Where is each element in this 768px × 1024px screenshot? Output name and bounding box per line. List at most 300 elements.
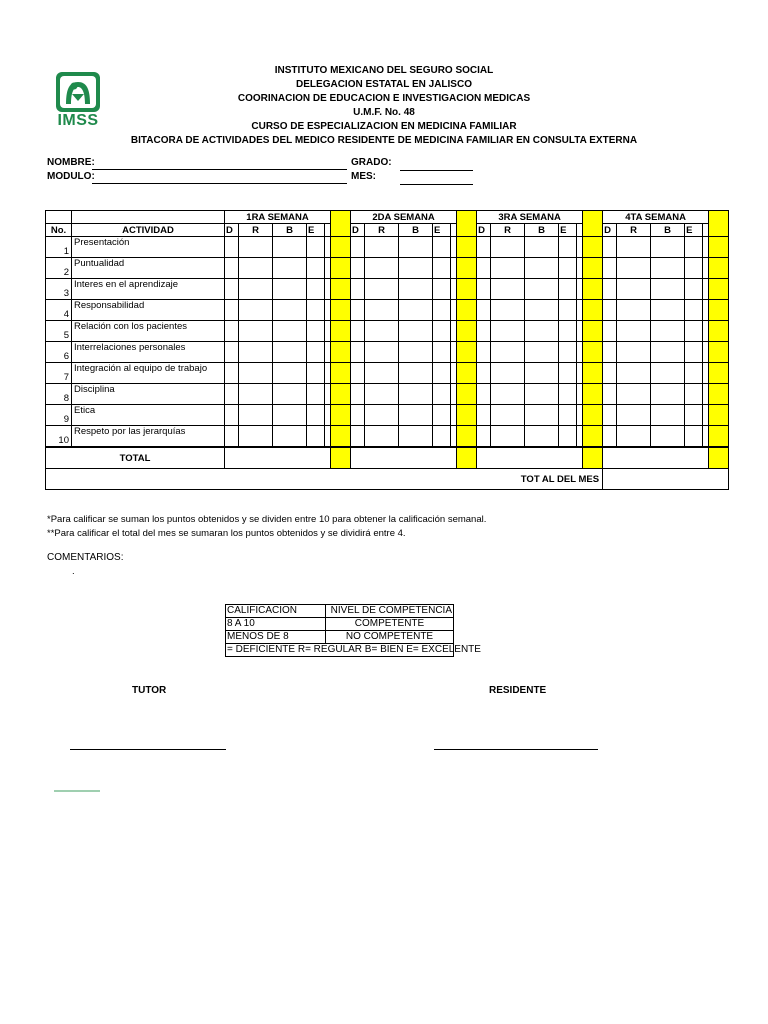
activity-label: Interes en el aprendizaje [72,279,225,300]
week-total-score[interactable] [709,447,729,469]
grade-cell[interactable] [477,426,491,448]
grade-cell[interactable] [365,300,399,321]
grade-cell[interactable] [685,426,703,448]
grade-cell[interactable] [433,384,451,405]
grado-field[interactable] [400,170,473,171]
grade-cell[interactable] [399,426,433,448]
week-header-row [46,211,729,224]
total-mes-value[interactable] [603,469,729,490]
grade-cell[interactable] [525,321,559,342]
note-monthly: **Para calificar el total del mes se sumaran los puntos obtenidos y se dividirá entre 4. [47,528,406,539]
grade-cell[interactable] [351,405,365,426]
grade-cell[interactable] [603,300,617,321]
grade-cell[interactable] [365,342,399,363]
grade-cell[interactable] [685,279,703,300]
grade-cell[interactable] [559,300,577,321]
week-score-cell[interactable] [331,321,351,342]
decorative-green-mark [54,790,100,792]
week-score-cell[interactable] [583,384,603,405]
grade-cell[interactable] [491,321,525,342]
grade-cell[interactable] [603,363,617,384]
grade-cell[interactable] [477,258,491,279]
table-row [46,300,729,321]
grade-cell[interactable] [307,237,325,258]
activity-label: Responsabilidad [72,300,225,321]
grade-cell[interactable] [225,363,239,384]
grade-cell[interactable] [351,363,365,384]
week-header: 1RA SEMANA [225,211,331,224]
grade-cell[interactable] [307,258,325,279]
grade-header-b: B [525,224,559,237]
header-line: DELEGACION ESTATAL EN JALISCO [296,79,472,90]
comentarios-dot: . [72,566,75,577]
week-total-cell[interactable] [225,447,331,469]
grade-header-b: B [651,224,685,237]
grade-cell[interactable] [433,405,451,426]
grade-cell[interactable] [603,342,617,363]
table-row [46,237,729,258]
grade-cell[interactable] [225,405,239,426]
week-score-cell[interactable] [331,279,351,300]
corner-cell [72,211,225,224]
grade-cell[interactable] [307,426,325,448]
grade-cell[interactable] [351,279,365,300]
grade-cell[interactable] [685,258,703,279]
comentarios-label: COMENTARIOS: [47,552,124,563]
grade-cell[interactable] [399,300,433,321]
nombre-field[interactable] [92,169,347,170]
week-score-cell[interactable] [331,300,351,321]
week-score-cell[interactable] [331,258,351,279]
week-score-cell[interactable] [457,258,477,279]
grade-cell[interactable] [399,237,433,258]
week-score-cell[interactable] [457,342,477,363]
grade-cell[interactable] [307,384,325,405]
grade-cell[interactable] [433,300,451,321]
grade-cell[interactable] [307,363,325,384]
grade-cell[interactable] [307,405,325,426]
grade-cell[interactable] [617,426,651,448]
grade-header-spacer [577,224,583,237]
grade-cell[interactable] [365,321,399,342]
activity-label: Etica [72,405,225,426]
grade-cell[interactable] [225,384,239,405]
activity-label: Interrelaciones personales [72,342,225,363]
grade-cell[interactable] [559,237,577,258]
competence-level: NO COMPETENTE [326,631,454,644]
grade-cell[interactable] [239,405,273,426]
grade-cell[interactable] [365,279,399,300]
grade-cell[interactable] [651,363,685,384]
grade-cell[interactable] [307,279,325,300]
grade-cell[interactable] [239,300,273,321]
week-score-cell[interactable] [709,279,729,300]
header-line: COORINACION DE EDUCACION E INVESTIGACION MEDICAS [237,93,531,104]
activity-number: 7 [46,363,72,384]
activity-number: 3 [46,279,72,300]
activity-label: Disciplina [72,384,225,405]
grade-cell[interactable] [525,384,559,405]
activity-number: 4 [46,300,72,321]
competence-range: 8 A 10 [226,618,326,631]
activity-number: 5 [46,321,72,342]
residente-signature-line[interactable] [434,749,598,750]
week-score-cell[interactable] [457,426,477,448]
week-score-cell[interactable] [583,363,603,384]
grade-header-row [46,224,729,237]
grade-cell[interactable] [491,384,525,405]
week-total-header [709,211,729,237]
grade-cell[interactable] [433,258,451,279]
table-row [46,342,729,363]
actividad-header: ACTIVIDAD [72,224,225,237]
grade-cell[interactable] [651,384,685,405]
grade-cell[interactable] [651,342,685,363]
grade-cell[interactable] [617,321,651,342]
week-score-cell[interactable] [583,426,603,448]
grade-header-d: D [477,224,491,237]
grade-cell[interactable] [399,405,433,426]
activity-number: 1 [46,237,72,258]
grade-cell[interactable] [399,363,433,384]
activity-label: Presentación [72,237,225,258]
document-header [0,64,768,148]
week-total-cell[interactable] [603,447,709,469]
week-score-cell[interactable] [457,321,477,342]
grade-header-d: D [603,224,617,237]
grade-cell[interactable] [559,426,577,448]
table-row [46,426,729,448]
table-row [46,258,729,279]
grade-cell[interactable] [603,237,617,258]
grade-cell[interactable] [685,321,703,342]
grade-cell[interactable] [491,363,525,384]
grade-cell[interactable] [559,342,577,363]
grade-cell[interactable] [525,258,559,279]
grade-cell[interactable] [399,342,433,363]
grade-cell[interactable] [491,300,525,321]
grade-cell[interactable] [273,300,307,321]
grade-cell[interactable] [307,342,325,363]
week-score-cell[interactable] [457,384,477,405]
grade-cell[interactable] [307,321,325,342]
mes-field[interactable] [400,184,473,185]
week-header: 3RA SEMANA [477,211,583,224]
grade-cell[interactable] [433,363,451,384]
grade-cell[interactable] [525,279,559,300]
week-score-cell[interactable] [709,321,729,342]
grade-cell[interactable] [273,279,307,300]
grade-cell[interactable] [525,237,559,258]
grade-cell[interactable] [525,363,559,384]
imss-logo [50,70,106,136]
grade-cell[interactable] [399,321,433,342]
grade-cell[interactable] [433,279,451,300]
total-label: TOTAL [46,447,225,469]
week-score-cell[interactable] [331,363,351,384]
grade-cell[interactable] [559,321,577,342]
activity-label: Respeto por las jerarquías [72,426,225,448]
grade-cell[interactable] [685,363,703,384]
week-score-cell[interactable] [583,258,603,279]
grade-cell[interactable] [351,384,365,405]
competence-range: MENOS DE 8 [226,631,326,644]
grade-cell[interactable] [239,342,273,363]
grade-header-r: R [365,224,399,237]
grade-header-spacer [703,224,709,237]
grade-cell[interactable] [351,426,365,448]
activity-number: 8 [46,384,72,405]
table-row [46,405,729,426]
activity-number: 10 [46,426,72,448]
grade-cell[interactable] [617,342,651,363]
week-score-cell[interactable] [709,300,729,321]
grade-cell[interactable] [239,321,273,342]
grade-header-r: R [239,224,273,237]
grade-cell[interactable] [651,405,685,426]
grade-header-d: D [225,224,239,237]
grade-cell[interactable] [491,426,525,448]
week-total-score[interactable] [583,447,603,469]
week-score-cell[interactable] [457,279,477,300]
grade-cell[interactable] [433,321,451,342]
grade-cell[interactable] [399,384,433,405]
grade-header-b: B [273,224,307,237]
note-weekly: *Para calificar se suman los puntos obtenidos y se dividen entre 10 para obtener la calificación semanal. [47,514,487,525]
grade-header-spacer [325,224,331,237]
grade-cell[interactable] [603,426,617,448]
grade-cell[interactable] [273,363,307,384]
grade-cell[interactable] [433,342,451,363]
grade-cell[interactable] [617,363,651,384]
table-row [46,279,729,300]
week-score-cell[interactable] [331,342,351,363]
grade-cell[interactable] [225,300,239,321]
week-score-cell[interactable] [331,384,351,405]
week-score-cell[interactable] [331,405,351,426]
grade-cell[interactable] [491,258,525,279]
grade-cell[interactable] [273,342,307,363]
grade-cell[interactable] [651,300,685,321]
grade-cell[interactable] [273,405,307,426]
grade-header-spacer [451,224,457,237]
grade-cell[interactable] [239,363,273,384]
grade-cell[interactable] [525,300,559,321]
grade-header-r: R [617,224,651,237]
grade-cell[interactable] [365,237,399,258]
grade-cell[interactable] [273,258,307,279]
grade-cell[interactable] [239,384,273,405]
logo-text: IMSS [57,112,99,129]
grade-header-r: R [491,224,525,237]
grade-cell[interactable] [651,426,685,448]
grade-legend: = DEFICIENTE R= REGULAR B= BIEN E= EXCELENTE [227,644,481,655]
grade-cell[interactable] [477,363,491,384]
grade-header-e: E [685,224,703,237]
week-total-cell[interactable] [351,447,457,469]
grade-cell[interactable] [685,237,703,258]
grade-cell[interactable] [559,384,577,405]
grade-cell[interactable] [365,426,399,448]
header-line: U.M.F. No. 48 [353,107,415,118]
grade-cell[interactable] [603,279,617,300]
grade-cell[interactable] [273,321,307,342]
grade-cell[interactable] [603,405,617,426]
grade-header-e: E [307,224,325,237]
grade-cell[interactable] [559,363,577,384]
week-score-cell[interactable] [583,279,603,300]
grade-cell[interactable] [477,384,491,405]
week-total-cell[interactable] [477,447,583,469]
header-line: INSTITUTO MEXICANO DEL SEGURO SOCIAL [274,65,494,76]
grade-cell[interactable] [685,342,703,363]
grade-cell[interactable] [491,279,525,300]
header-line: BITACORA DE ACTIVIDADES DEL MEDICO RESIDENTE DE MEDICINA FAMILIAR EN CONSULTA EXTERNA [130,135,638,146]
grade-cell[interactable] [491,237,525,258]
grade-cell[interactable] [603,384,617,405]
grade-cell[interactable] [477,405,491,426]
grade-cell[interactable] [225,426,239,448]
grade-cell[interactable] [651,321,685,342]
grade-header-e: E [559,224,577,237]
grade-cell[interactable] [617,237,651,258]
week-score-cell[interactable] [709,405,729,426]
grade-cell[interactable] [273,384,307,405]
grade-cell[interactable] [351,321,365,342]
grade-cell[interactable] [225,279,239,300]
week-score-cell[interactable] [583,405,603,426]
week-total-score[interactable] [331,447,351,469]
week-score-cell[interactable] [583,342,603,363]
grade-cell[interactable] [351,342,365,363]
week-score-cell[interactable] [709,384,729,405]
grade-cell[interactable] [351,237,365,258]
week-total-header [457,211,477,237]
competence-header-row [226,605,454,618]
residente-label: RESIDENTE [489,685,547,696]
competence-row [226,618,454,631]
tutor-signature-line[interactable] [70,749,226,750]
week-score-cell[interactable] [457,300,477,321]
week-score-cell[interactable] [583,321,603,342]
grade-cell[interactable] [477,321,491,342]
corner-cell [46,211,72,224]
week-header: 4TA SEMANA [603,211,709,224]
week-score-cell[interactable] [331,237,351,258]
week-score-cell[interactable] [331,426,351,448]
modulo-field[interactable] [92,183,347,184]
week-score-cell[interactable] [709,342,729,363]
activities-table [45,210,729,490]
grade-cell[interactable] [225,237,239,258]
grade-cell[interactable] [651,237,685,258]
grade-cell[interactable] [399,258,433,279]
table-row [46,384,729,405]
grade-cell[interactable] [351,258,365,279]
mes-label: MES: [351,171,376,182]
grade-cell[interactable] [617,405,651,426]
grade-cell[interactable] [239,426,273,448]
grade-cell[interactable] [559,279,577,300]
week-total-score[interactable] [457,447,477,469]
grade-cell[interactable] [651,258,685,279]
grade-cell[interactable] [685,405,703,426]
activity-number: 6 [46,342,72,363]
week-score-cell[interactable] [709,258,729,279]
week-score-cell[interactable] [709,426,729,448]
week-total-header [331,211,351,237]
grade-cell[interactable] [365,384,399,405]
grade-cell[interactable] [239,258,273,279]
total-mes-label: TOT AL DEL MES [46,469,603,490]
grade-cell[interactable] [433,237,451,258]
grade-cell[interactable] [365,258,399,279]
grade-cell[interactable] [617,384,651,405]
competence-header-nivel: NIVEL DE COMPETENCIA [326,605,454,618]
competence-header-calificacion: CALIFICACION [226,605,326,618]
total-mes-row [46,469,729,490]
grade-cell[interactable] [617,258,651,279]
grade-cell[interactable] [477,237,491,258]
week-score-cell[interactable] [583,300,603,321]
grade-cell[interactable] [225,342,239,363]
grade-cell[interactable] [273,237,307,258]
week-score-cell[interactable] [709,237,729,258]
activity-number: 2 [46,258,72,279]
grade-cell[interactable] [225,321,239,342]
grade-header-d: D [351,224,365,237]
week-score-cell[interactable] [583,237,603,258]
grade-cell[interactable] [477,279,491,300]
grade-cell[interactable] [273,426,307,448]
grade-cell[interactable] [685,384,703,405]
grade-cell[interactable] [525,405,559,426]
grade-cell[interactable] [365,363,399,384]
week-score-cell[interactable] [457,405,477,426]
grade-cell[interactable] [225,258,239,279]
grade-cell[interactable] [685,300,703,321]
week-score-cell[interactable] [457,237,477,258]
grade-cell[interactable] [603,321,617,342]
grade-cell[interactable] [365,405,399,426]
grade-cell[interactable] [351,300,365,321]
grade-cell[interactable] [525,342,559,363]
grade-cell[interactable] [307,300,325,321]
grade-cell[interactable] [559,405,577,426]
grade-cell[interactable] [617,279,651,300]
grade-cell[interactable] [491,405,525,426]
grade-cell[interactable] [477,342,491,363]
grade-cell[interactable] [239,279,273,300]
grade-cell[interactable] [617,300,651,321]
week-score-cell[interactable] [709,363,729,384]
grade-cell[interactable] [433,426,451,448]
grade-cell[interactable] [525,426,559,448]
grado-label: GRADO: [351,157,392,168]
activity-label: Relación con los pacientes [72,321,225,342]
grade-cell[interactable] [559,258,577,279]
grade-cell[interactable] [651,279,685,300]
grade-cell[interactable] [477,300,491,321]
grade-cell[interactable] [603,258,617,279]
tutor-label: TUTOR [132,685,167,696]
grade-cell[interactable] [239,237,273,258]
week-total-header [583,211,603,237]
grade-cell[interactable] [399,279,433,300]
total-row [46,447,729,469]
grade-cell[interactable] [491,342,525,363]
week-score-cell[interactable] [457,363,477,384]
